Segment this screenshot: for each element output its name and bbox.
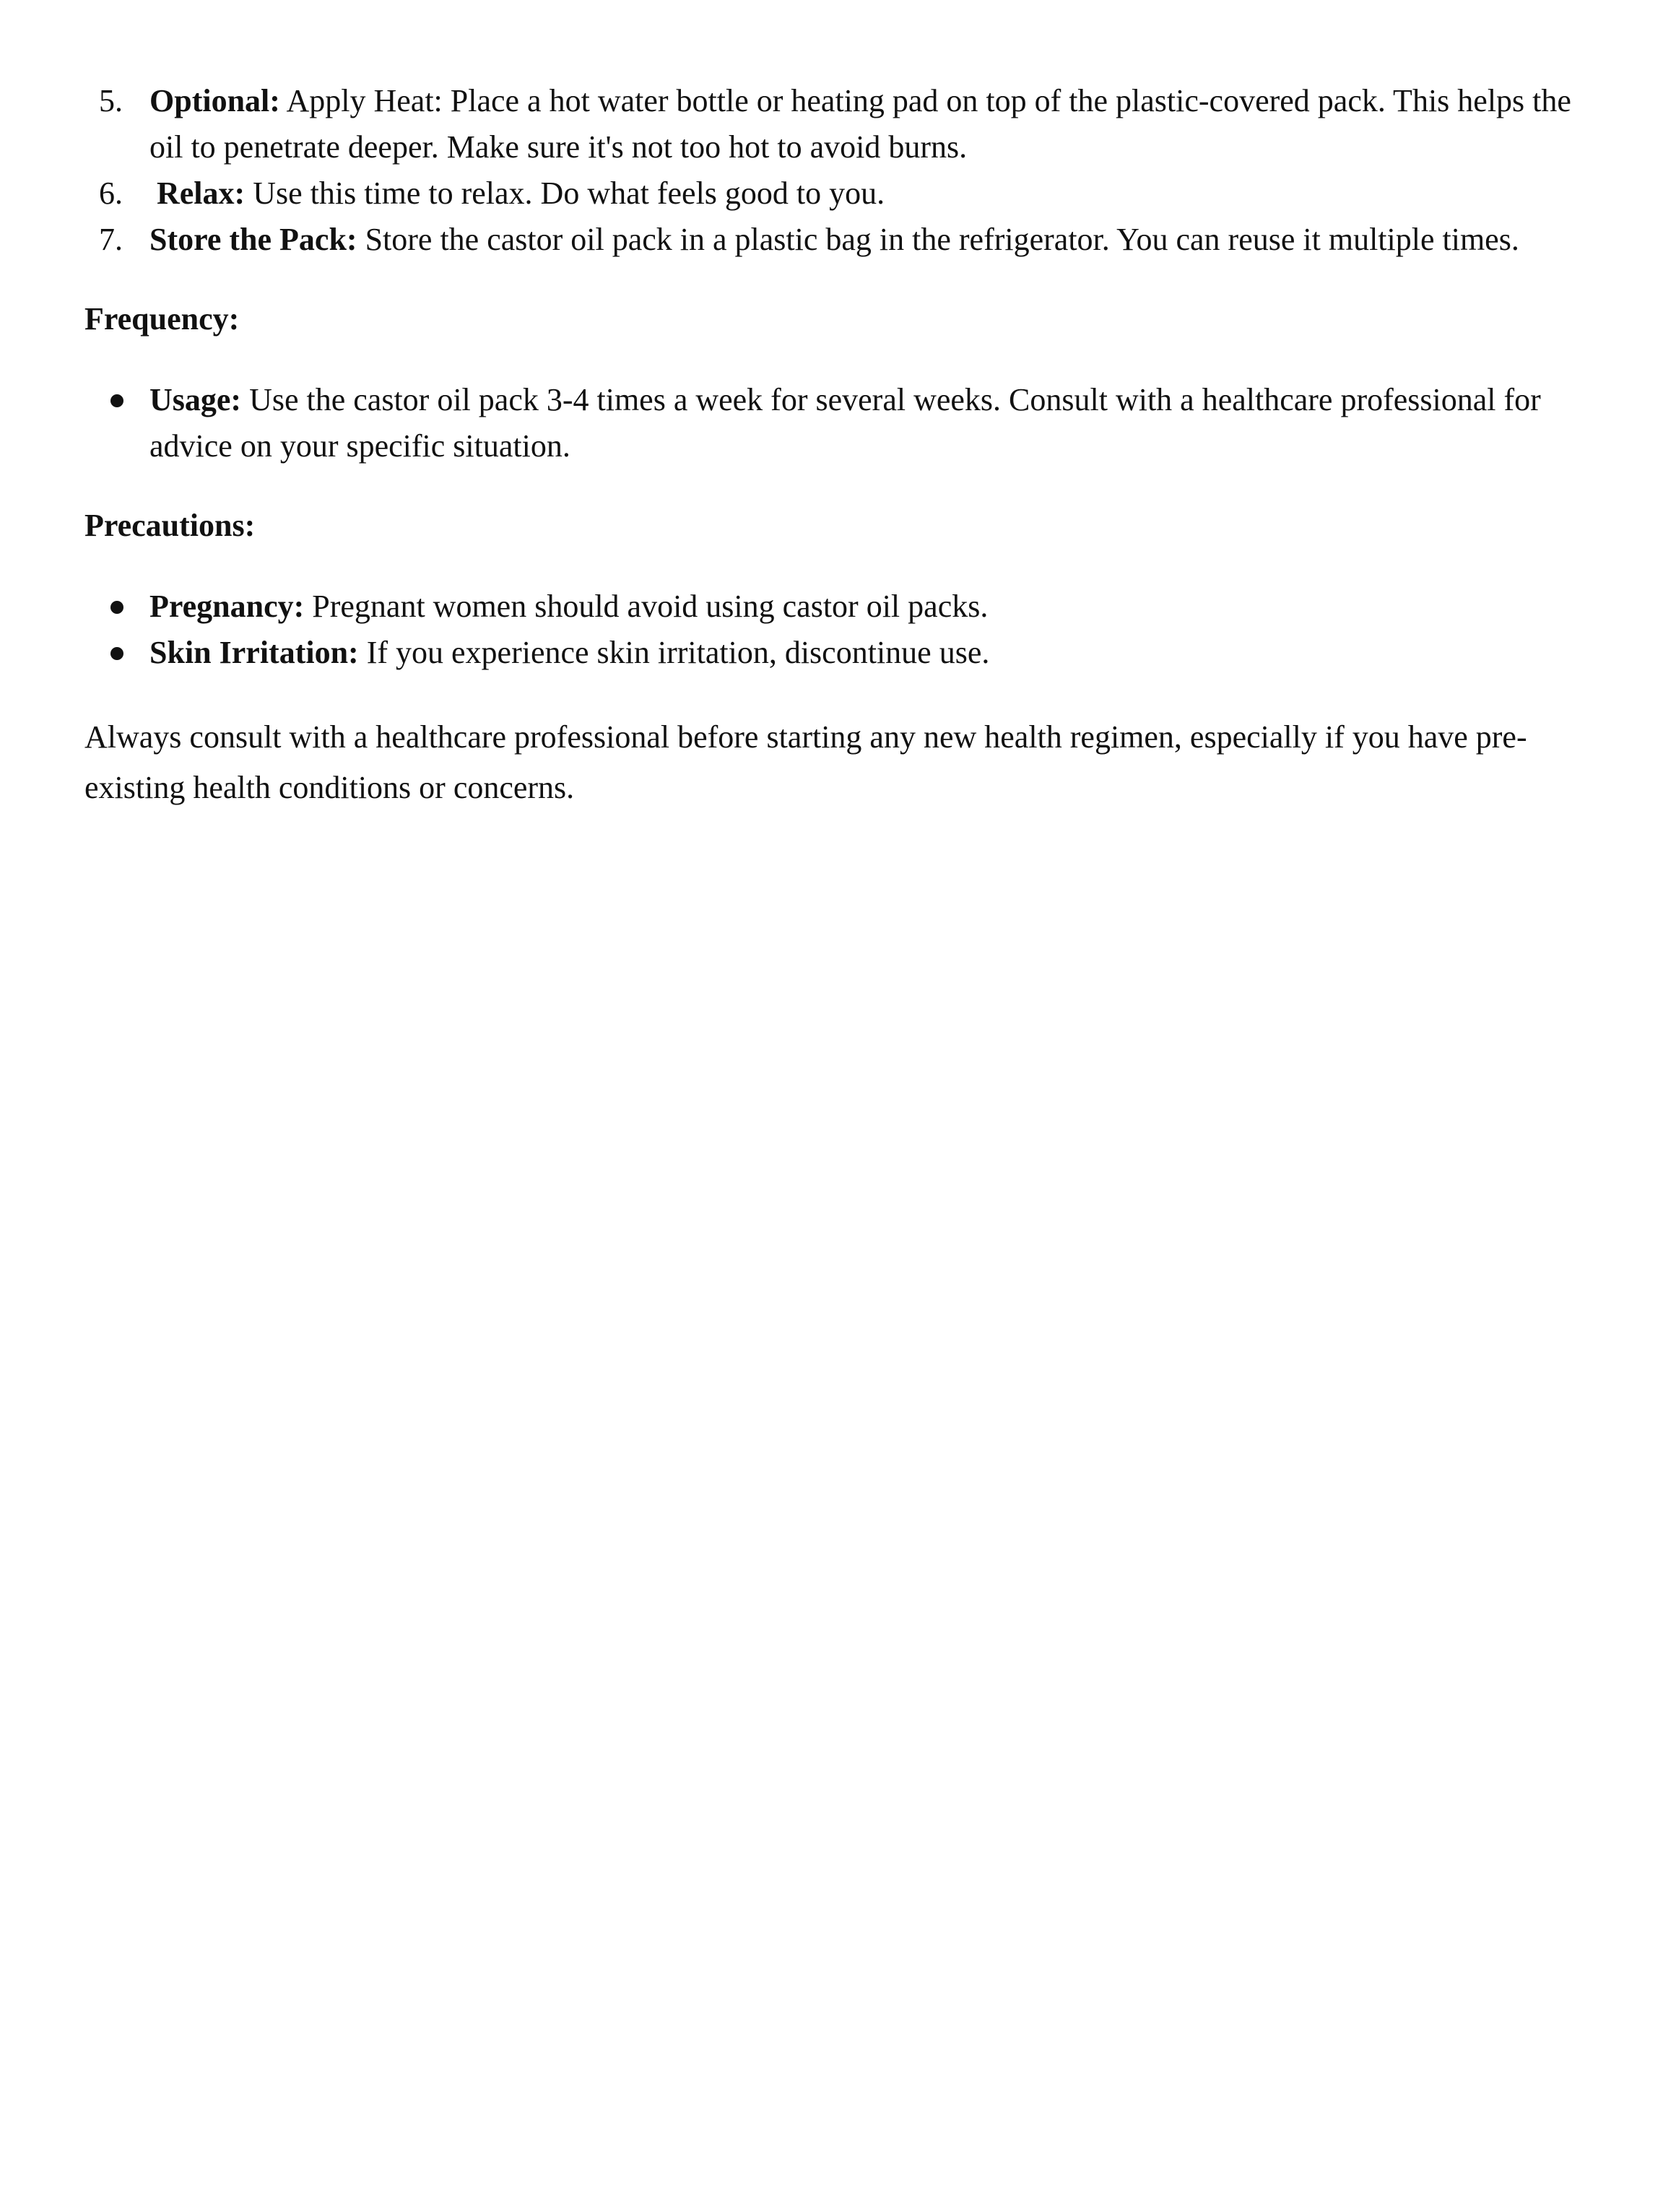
document-body [84, 78, 1608, 845]
step-label: Store the Pack: [149, 222, 357, 257]
item-label: Usage: [149, 382, 242, 417]
precautions-heading: Precautions: [84, 508, 256, 543]
numbered-steps-list [84, 78, 1608, 263]
list-item [84, 630, 1608, 676]
bullet-icon [110, 601, 123, 614]
item-text: Pregnant women should avoid using castor oil packs. [304, 589, 989, 624]
step-number: 6. [99, 175, 123, 211]
step-item-6 [84, 170, 1608, 217]
bullet-icon [110, 647, 123, 660]
closing-paragraph: Always consult with a healthcare professional before starting any new health regimen, especially if you have pre-existing health conditions or concerns. [84, 719, 1527, 805]
frequency-list [84, 377, 1608, 469]
step-label: Relax: [157, 175, 246, 211]
step-text: Store the castor oil pack in a plastic bag in the refrigerator. You can reuse it multiple times. [357, 222, 1519, 257]
item-label: Pregnancy: [149, 589, 305, 624]
item-text: Use the castor oil pack 3-4 times a week for several weeks. Consult with a healthcare professional for advice on your specific situation. [149, 382, 1541, 464]
frequency-heading: Frequency: [84, 301, 240, 337]
step-number: 5. [99, 83, 123, 118]
list-item [84, 584, 1608, 630]
list-item [84, 377, 1608, 469]
item-label: Skin Irritation: [149, 635, 359, 670]
step-number: 7. [99, 222, 123, 257]
step-label: Optional: [149, 83, 280, 118]
item-text: If you experience skin irritation, discontinue use. [358, 635, 990, 670]
step-text: Use this time to relax. Do what feels good to you. [245, 175, 885, 211]
step-text: Apply Heat: Place a hot water bottle or heating pad on top of the plastic-covered pack. This helps the oil to penetrate deeper. Make sure it's not too hot to avoid burns. [149, 83, 1571, 165]
bullet-icon [110, 394, 123, 407]
step-item-7 [84, 217, 1608, 263]
step-item-5 [84, 78, 1608, 170]
precautions-list [84, 584, 1608, 676]
